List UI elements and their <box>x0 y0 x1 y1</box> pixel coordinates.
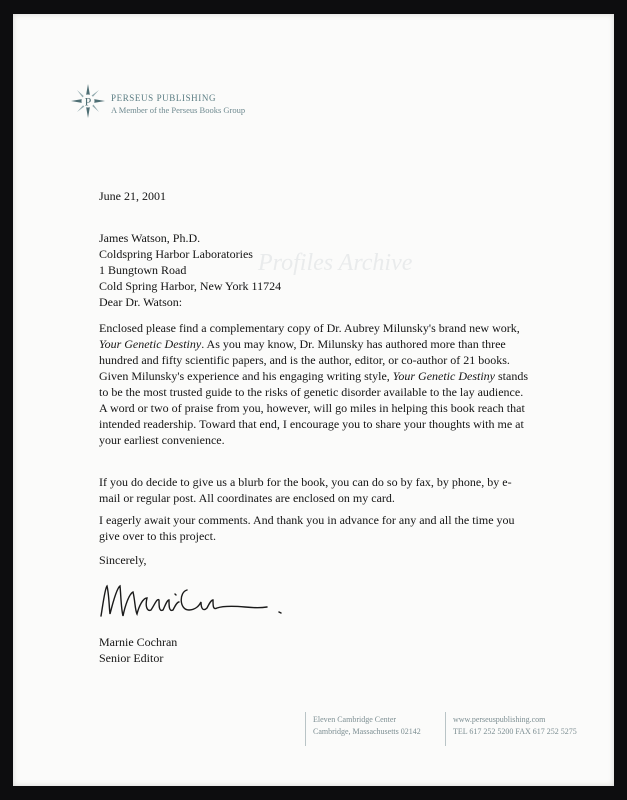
book-title: Your Genetic Destiny <box>99 337 202 351</box>
signer-title: Senior Editor <box>99 651 164 665</box>
letter-page <box>13 14 614 786</box>
publisher-name: PERSEUS PUBLISHING <box>111 93 217 103</box>
paragraph-text: Given Milunsky's experience and his engaging writing style, <box>99 369 393 383</box>
footer-address-line: Cambridge, Massachusetts 02142 <box>313 727 421 736</box>
recipient-address <box>99 230 281 294</box>
paragraph-line: A word or two of praise from you, however, will go miles in helping this book reach that <box>99 401 525 415</box>
closing: Sincerely, <box>99 553 147 567</box>
address-line: James Watson, Ph.D. <box>99 231 201 245</box>
footer-divider <box>445 712 446 746</box>
paragraph-text: . As you may know, Dr. Milunsky has authored more than three <box>201 337 506 351</box>
book-title: Your Genetic Destiny <box>392 369 495 383</box>
paragraph-line: intended readership. Toward that end, I encourage you to share your thoughts with me at <box>99 417 524 431</box>
footer-phones: TEL 617 252 5200 FAX 617 252 5275 <box>453 727 577 736</box>
signer-block <box>99 634 177 666</box>
paragraph-text: stands <box>495 369 528 383</box>
footer-contact <box>453 714 577 738</box>
paragraph-line: I eagerly await your comments. And thank you in advance for any and all the time you <box>99 513 515 527</box>
paragraph-line: If you do decide to give us a blurb for the book, you can do so by fax, by phone, by e- <box>99 475 512 489</box>
paragraph-line: Enclosed please find a complementary copy of Dr. Aubrey Milunsky's brand new work, <box>99 321 520 335</box>
address-line: 1 Bungtown Road <box>99 263 187 277</box>
paragraph-3 <box>99 512 529 544</box>
address-line: Coldspring Harbor Laboratories <box>99 247 253 261</box>
paragraph-line: give over to this project. <box>99 529 216 543</box>
paragraph-1 <box>99 320 529 448</box>
paragraph-line: your earliest convenience. <box>99 433 225 447</box>
paragraph-line <box>99 336 529 352</box>
letter-date: June 21, 2001 <box>99 189 166 203</box>
signer-name: Marnie Cochran <box>99 635 178 649</box>
handwritten-signature <box>95 576 295 626</box>
salutation: Dear Dr. Watson: <box>99 295 183 309</box>
paragraph-line: hundred and fifty scientific papers, and is the author, editor, or co-author of 21 books. <box>99 353 510 367</box>
paragraph-line: mail or regular post. All coordinates are enclosed on my card. <box>99 491 395 505</box>
footer-address <box>313 714 421 738</box>
publisher-tagline: A Member of the Perseus Books Group <box>111 105 246 115</box>
paragraph-line: to be the most trusted guide to the risks of genetic disorder available to the lay audience. <box>99 385 524 399</box>
paragraph-line <box>99 368 529 384</box>
footer-address-line: Eleven Cambridge Center <box>313 715 397 724</box>
footer-website: www.perseuspublishing.com <box>453 715 546 724</box>
watermark: Profiles Archive <box>258 250 413 276</box>
compass-star-p-icon <box>71 84 105 118</box>
footer-divider <box>305 712 306 746</box>
paragraph-2 <box>99 474 529 506</box>
address-line: Cold Spring Harbor, New York 11724 <box>99 279 282 293</box>
svg-text:P: P <box>84 94 92 109</box>
